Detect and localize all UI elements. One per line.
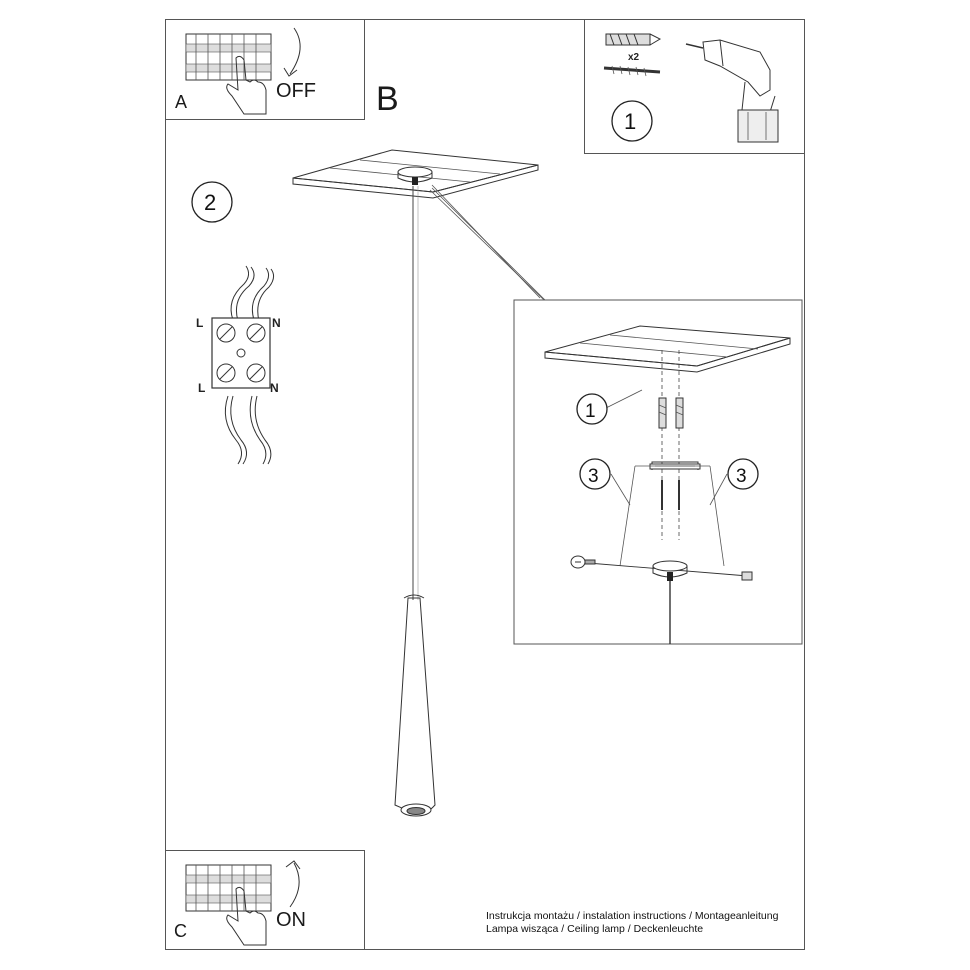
circuit-breaker-icon: [166, 851, 366, 951]
terminal-label-l-bottom: L: [198, 381, 206, 395]
curved-arrow-icon: [286, 861, 300, 907]
step-b-letter: B: [376, 80, 399, 118]
terminal-label-n-bottom: N: [270, 381, 279, 395]
detail-marker-3-left-number: 3: [588, 466, 599, 487]
caption-line-2: Lampa wisząca / Ceiling lamp / Deckenleuchte: [486, 923, 704, 935]
step-a-action: OFF: [276, 80, 316, 102]
side-screw-right: [742, 572, 752, 580]
step-1-number: 1: [624, 109, 637, 134]
anchor-quantity: x2: [628, 52, 640, 63]
pendant-lamp-icon: [395, 595, 435, 816]
panel-c: [165, 850, 365, 950]
curved-arrow-icon: [284, 28, 300, 76]
terminal-label-l-top: L: [196, 316, 204, 330]
tools-panel: [584, 19, 805, 154]
step-c-letter: C: [174, 921, 187, 941]
step-c-action: ON: [276, 909, 306, 931]
panel-a: [165, 19, 365, 120]
terminal-block-icon: [212, 266, 274, 464]
detail-marker-1-number: 1: [585, 401, 596, 422]
instructions-caption: [486, 910, 778, 936]
detail-marker-3-right-number: 3: [736, 466, 747, 487]
step-2-number: 2: [204, 190, 217, 215]
circuit-breaker-icon: [166, 20, 366, 121]
detail-callout-lines: [432, 185, 545, 300]
terminal-label-n-top: N: [272, 316, 281, 330]
caption-line-1: Instrukcja montażu / instalation instructions / Montageanleitung: [486, 910, 779, 922]
detail-panel: [514, 300, 802, 644]
ceiling-canopy-icon: [398, 167, 432, 185]
step-a-letter: A: [175, 92, 188, 112]
